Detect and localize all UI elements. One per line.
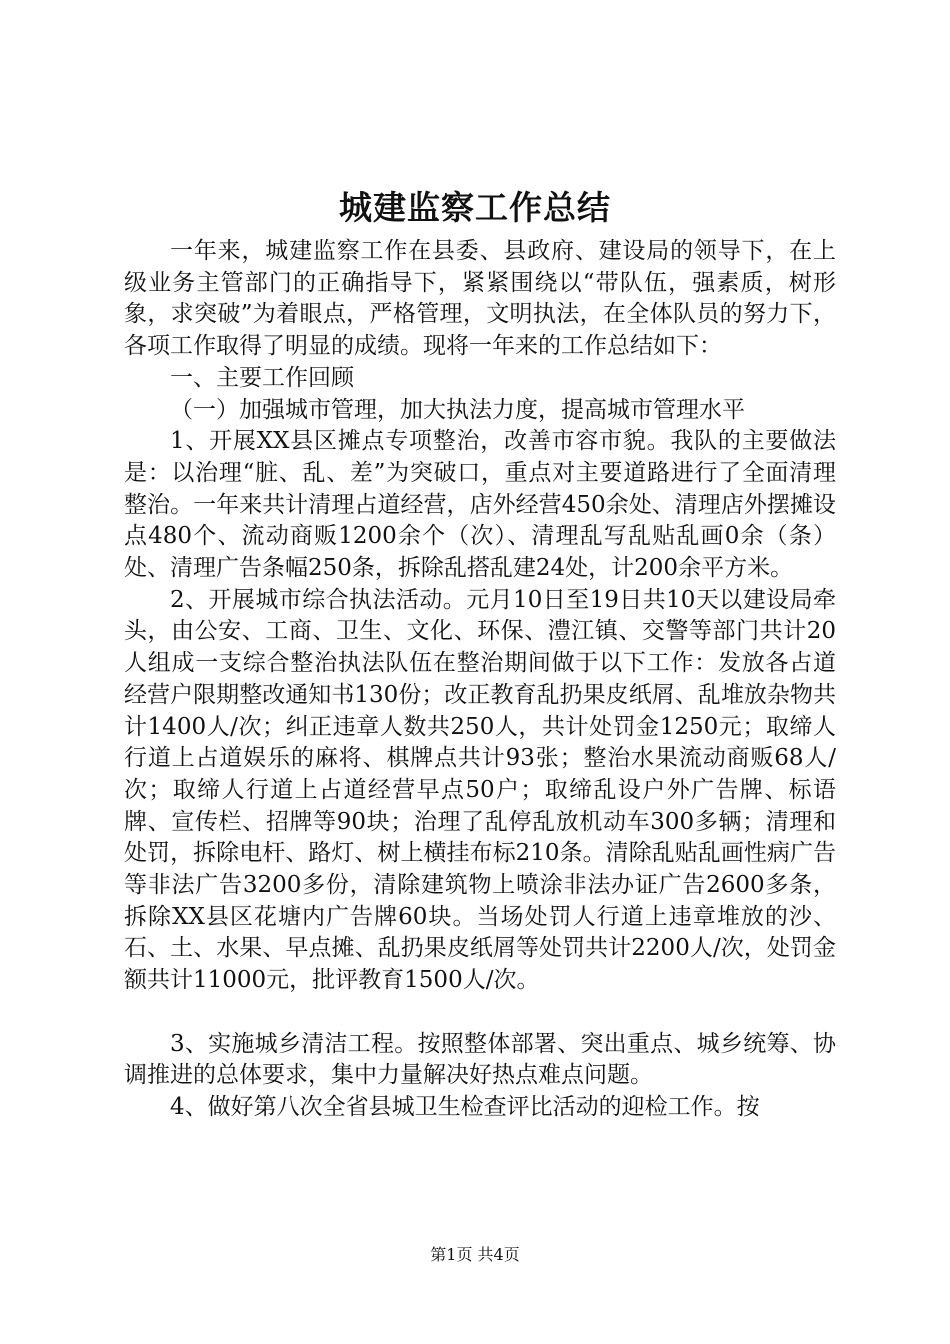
document-body	[124, 236, 836, 1124]
section-heading: 一、主要工作回顾	[170, 364, 354, 391]
document-title: 城建监察工作总结	[339, 188, 611, 227]
item-paragraph-4: 4、做好第八次全省县城卫生检查评比活动的迎检工作。按	[170, 1093, 760, 1120]
item-paragraph-3: 3、实施城乡清洁工程。按照整体部署、突出重点、城乡统筹、协调推进的总体要求，集中力量解决好热点难点问题。	[124, 1030, 836, 1089]
page-footer: 第1页 共4页	[430, 1245, 520, 1264]
item-paragraph-2: 2、开展城市综合执法活动。元月10日至19日共10天以建设局牵头，由公安、工商、卫生、文化、环保、澧江镇、交警等部门共计20人组成一支综合整治执法队伍在整治期间做于以下工作：发放各占道经营户限期整改通知书130份；改正教育乱扔果皮纸屑、乱堆放杂物共计1400人/次；纠正违章人数共250人，共计处罚金1250元；取缔人行道上占道娱乐的麻将、棋牌点共计93张；整治水果流动商贩68人/次；取缔人行道上占道经营早点50户；取缔乱设户外广告牌、标语牌、宣传栏、招牌等90块；治理了乱停乱放机动车300多辆；清理和处罚，拆除电杆、路灯、树上横挂布标210条。清除乱贴乱画性病广告等非法广告3200多份，清除建筑物上喷涂非法办证广告2600多条，拆除XX县区花塘内广告牌60块。当场处罚人行道上违章堆放的沙、石、土、水果、早点摊、乱扔果皮纸屑等处罚共计2200人/次，处罚金额共计11000元，批评教育1500人/次。	[124, 586, 836, 994]
item-paragraph-1: 1、开展XX县区摊点专项整治，改善市容市貌。我队的主要做法是：以治理“脏、乱、差”为突破口，重点对主要道路进行了全面清理整治。一年来共计清理占道经营，店外经营450余处、清理店外摆摊设点480个、流动商贩1200余个（次）、清理乱写乱贴乱画0余（条）处、清理广告条幅250条，拆除乱搭乱建24处，计200余平方米。	[124, 428, 836, 582]
subsection-heading: （一）加强城市管理，加大执法力度，提高城市管理水平	[170, 396, 745, 423]
intro-paragraph: 一年来，城建监察工作在县委、县政府、建设局的领导下，在上级业务主管部门的正确指导下，紧紧围绕以“带队伍，强素质，树形象，求突破”为着眼点，严格管理，文明执法，在全体队员的努力下，各项工作取得了明显的成绩。现将一年来的工作总结如下：	[124, 238, 836, 360]
